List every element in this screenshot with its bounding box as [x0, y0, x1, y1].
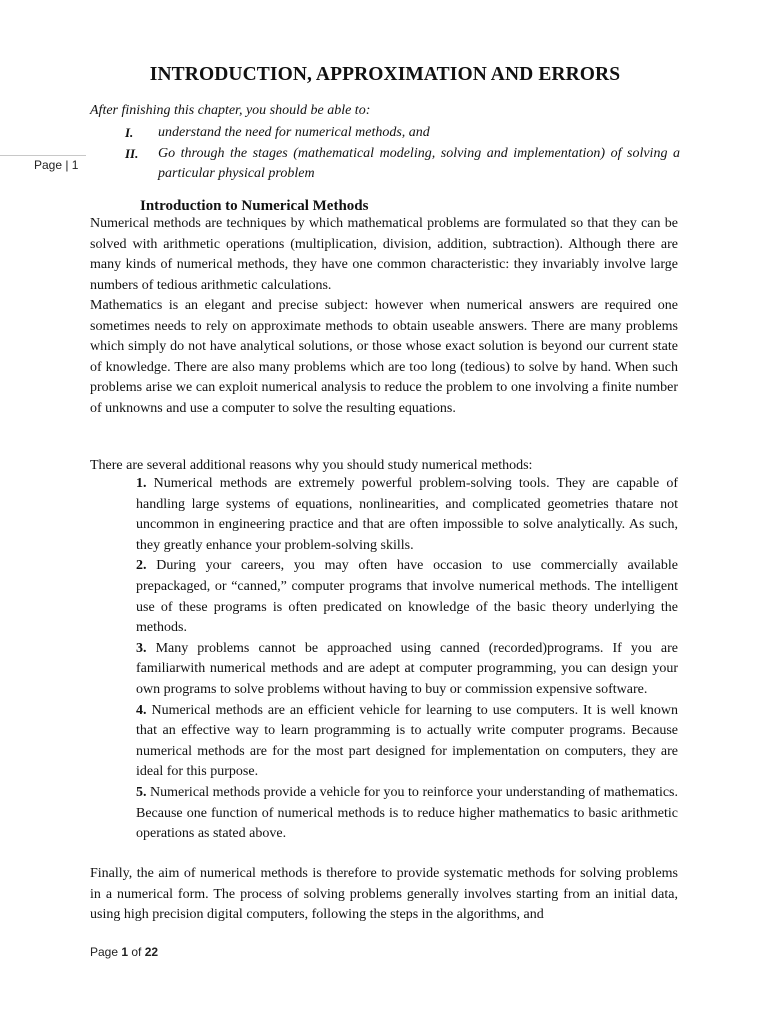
- list-item: [136, 783, 678, 845]
- footer-prefix: Page: [90, 945, 122, 959]
- list-item: [136, 474, 678, 556]
- list-item: [136, 556, 678, 638]
- list-number: 3.: [136, 640, 147, 656]
- objective-item: [122, 144, 680, 184]
- list-number: 4.: [136, 702, 147, 718]
- list-item: [136, 639, 678, 701]
- objective-number: II.: [125, 146, 139, 161]
- margin-rule: [0, 155, 86, 156]
- body-paragraph: Numerical methods are techniques by which mathematical problems are formulated so that they can be solved with arithmetic operations (multiplication, division, addition, subtraction). Although there are many kinds of numerical methods, they have one common characteristic: they invariably involve large numbers of tedious arithmetic calculations.: [90, 216, 678, 293]
- page-title: INTRODUCTION, APPROXIMATION AND ERRORS: [149, 64, 621, 85]
- body-paragraph: There are several additional reasons why you should study numerical methods:: [90, 458, 533, 473]
- objective-number: I.: [125, 125, 134, 140]
- footer-current-page: 1: [121, 945, 129, 959]
- footer-middle: of: [128, 945, 145, 959]
- objectives-intro: After finishing this chapter, you should be able to:: [90, 103, 371, 118]
- list-text: Many problems cannot be approached using canned (recorded)programs. If you are familiarwith numerical methods and are adept at computer programming, you can design your own programs to solve problems without having to buy or commission expensive software.: [136, 640, 679, 697]
- section-heading: Introduction to Numerical Methods: [140, 198, 369, 214]
- list-text: During your careers, you may often have occasion to use commercially available prepackaged, or “canned,” computer programs that involve numerical methods. The intelligent use of these programs is often predicated on knowledge of the basic theory underlying the methods.: [136, 558, 678, 636]
- list-text: Numerical methods are extremely powerful problem-solving tools. They are capable of handling large systems of equations, nonlinearities, and complicated geometries thatare not uncommon in engineering practice and that are often impossible to solve analytically. As such, they greatly enhance your problem-solving skills.: [136, 476, 678, 553]
- list-number: 5.: [136, 784, 147, 800]
- objective-item: [122, 123, 680, 143]
- list-number: 1.: [136, 476, 147, 491]
- margin-page-label: Page | 1: [34, 158, 79, 172]
- list-number: 2.: [136, 558, 147, 574]
- page-footer: [90, 945, 158, 959]
- body-paragraph: Finally, the aim of numerical methods is therefore to provide systematic methods for solving problems in a numerical form. The process of solving problems generally involves starting from an initial data, using high precision digital computers, following the steps in the algorithms, and: [90, 866, 678, 923]
- objective-text: Go through the stages (mathematical modeling, solving and implementation) of solving a particular physical problem: [158, 146, 680, 181]
- body-paragraph: Mathematics is an elegant and precise subject: however when numerical answers are required one sometimes needs to rely on approximate methods to obtain useable answers. There are many problems which simply do not have analytical solutions, or those whose exact solution is beyond our current state of knowledge. There are also many problems which are too long (tedious) to solve by hand. When such problems arise we can exploit numerical analysis to reduce the problem to one involving a finite number of unknowns and use a computer to solve the resulting equations.: [90, 298, 678, 416]
- list-text: Numerical methods are an efficient vehicle for learning to use computers. It is well known that an effective way to learn programming is to actually write computer programs. Because numerical methods are for the most part designed for implementation on computers, they are ideal for this purpose.: [136, 702, 679, 780]
- objective-text: understand the need for numerical methods, and: [158, 125, 430, 140]
- reasons-list: [136, 474, 678, 845]
- list-item: [136, 701, 678, 783]
- list-text: Numerical methods provide a vehicle for you to reinforce your understanding of mathematics. Because one function of numerical methods is to reduce higher mathematics to basic arithmetic operations as stated above.: [136, 784, 679, 842]
- footer-total-pages: 22: [144, 945, 159, 959]
